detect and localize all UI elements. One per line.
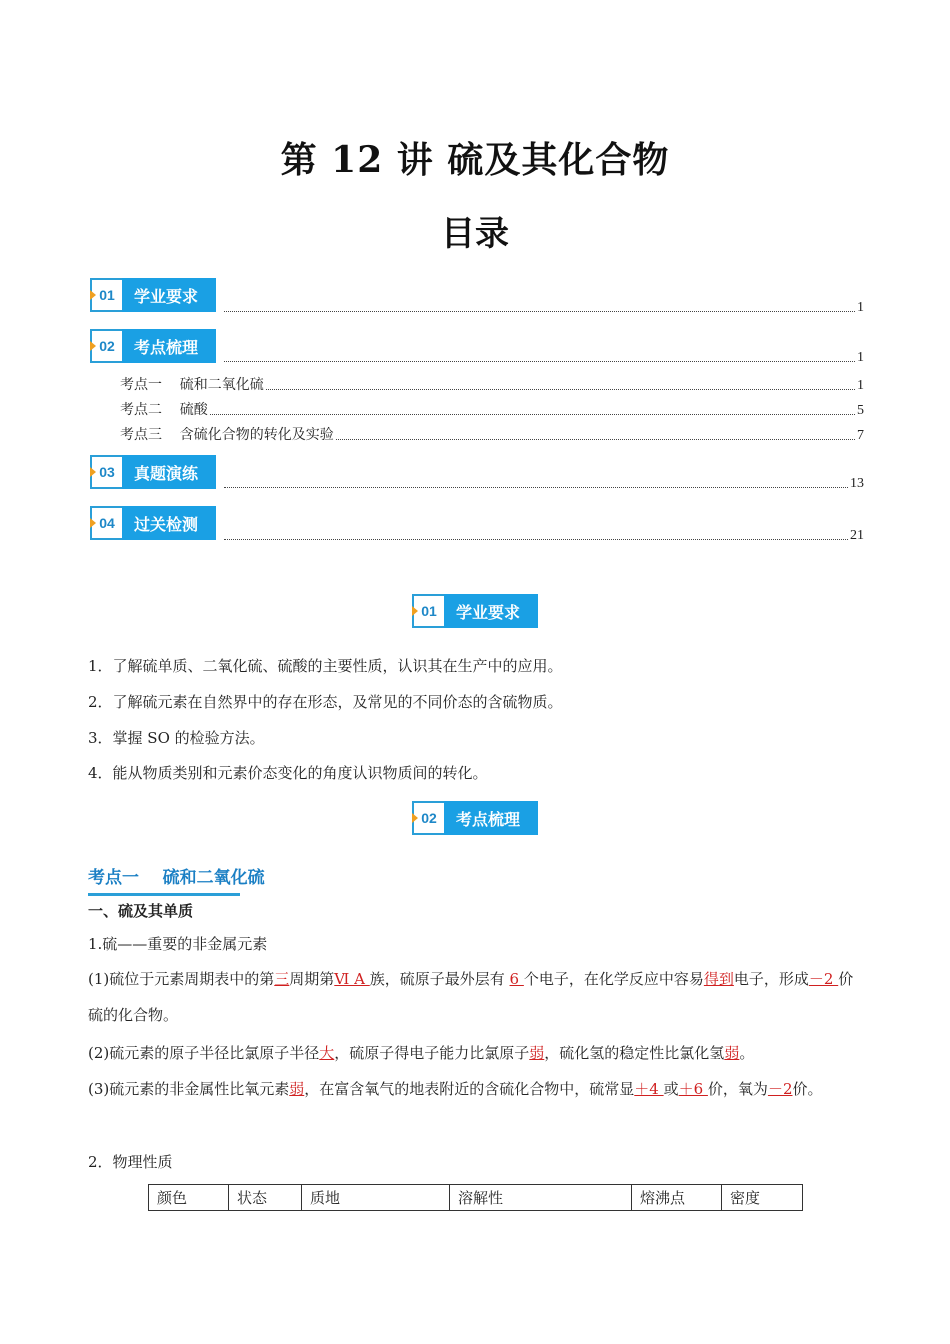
toc-page: 7	[857, 428, 864, 443]
toc-entry-03[interactable]	[222, 476, 864, 492]
text: ，硫原子得电子能力比氯原子	[334, 1044, 530, 1062]
badge-number: 02	[412, 801, 444, 835]
toc-page: 21	[850, 528, 864, 543]
toc-page: 1	[857, 378, 864, 393]
requirement-2: 2．了解硫元素在自然界中的存在形态，及常见的不同价态的含硫物质。	[88, 693, 563, 711]
text: 族，硫原子最外层有	[369, 970, 510, 988]
section-badge-02	[412, 801, 538, 835]
answer-blank: 大	[319, 1044, 335, 1062]
text: 价硫的化合物。	[88, 970, 854, 1024]
toc-item-2[interactable]	[120, 399, 864, 419]
leader-dots	[336, 439, 855, 440]
leader-dots	[224, 311, 855, 312]
answer-blank: ＋4	[634, 1080, 664, 1098]
toc-entry-02[interactable]	[222, 350, 864, 366]
properties-table	[148, 1184, 803, 1211]
toc-item-label: 考点二 硫酸	[120, 402, 208, 418]
badge-label: 考点梳理	[444, 801, 538, 835]
table-header-cell: 颜色	[149, 1185, 229, 1211]
badge-number: 01	[412, 594, 444, 628]
page-title: 第 12 讲 硫及其化合物	[280, 139, 670, 181]
paragraph-1	[88, 961, 868, 1033]
table-header-cell: 熔沸点	[632, 1185, 722, 1211]
answer-blank: 弱	[289, 1080, 305, 1098]
toc-page: 1	[857, 350, 864, 365]
badge-label: 真题演练	[122, 455, 216, 489]
answer-blank: 得到	[703, 970, 734, 988]
leader-dots	[224, 539, 848, 540]
toc-badge-01[interactable]	[90, 278, 216, 312]
paragraph-2	[88, 1035, 868, 1071]
badge-label: 过关检测	[122, 506, 216, 540]
text: ，在富含氧气的地表附近的含硫化合物中，硫常显	[304, 1080, 635, 1098]
subsection-heading: 一、硫及其单质	[88, 902, 194, 920]
requirement-1: 1．了解硫单质、二氧化硫、硫酸的主要性质，认识其在生产中的应用。	[88, 657, 563, 675]
text: ，硫化氢的稳定性比氯化氢	[544, 1044, 725, 1062]
toc-heading: 目录	[441, 214, 509, 254]
toc-entry-01[interactable]	[222, 300, 864, 316]
table-header-cell: 密度	[722, 1185, 803, 1211]
badge-number: 01	[90, 278, 122, 312]
requirement-4: 4．能从物质类别和元素价态变化的角度认识物质间的转化。	[88, 764, 488, 782]
physical-properties-heading: 2．物理性质	[88, 1153, 173, 1171]
text: 周期第	[289, 970, 335, 988]
toc-badge-03[interactable]	[90, 455, 216, 489]
text: 个电子，在化学反应中容易	[523, 970, 704, 988]
toc-item-1[interactable]	[120, 374, 864, 394]
text: 价。	[792, 1080, 823, 1098]
table-header-cell: 溶解性	[450, 1185, 632, 1211]
leader-dots	[224, 487, 848, 488]
badge-label: 学业要求	[122, 278, 216, 312]
toc-item-3[interactable]	[120, 424, 864, 444]
paragraph-3	[88, 1071, 868, 1107]
toc-entry-04[interactable]	[222, 528, 864, 544]
table-header-cell: 状态	[229, 1185, 302, 1211]
toc-page: 5	[857, 403, 864, 418]
leader-dots	[266, 389, 855, 390]
toc-badge-04[interactable]	[90, 506, 216, 540]
badge-number: 03	[90, 455, 122, 489]
answer-blank: －2	[767, 1080, 793, 1098]
heading-underline	[88, 893, 240, 896]
answer-blank: －2	[808, 970, 839, 988]
toc-page: 13	[850, 476, 864, 491]
badge-label: 考点梳理	[122, 329, 216, 363]
table-header-cell: 质地	[302, 1185, 450, 1211]
text: 或	[663, 1080, 679, 1098]
leader-dots	[210, 414, 855, 415]
intro-line: 1.硫——重要的非金属元素	[88, 935, 268, 953]
text: 价，氧为	[707, 1080, 768, 1098]
toc-page: 1	[857, 300, 864, 315]
toc-item-label: 考点一 硫和二氧化硫	[120, 377, 264, 393]
badge-number: 02	[90, 329, 122, 363]
answer-blank: 6	[509, 970, 524, 988]
badge-number: 04	[90, 506, 122, 540]
toc-item-label: 考点三 含硫化合物的转化及实验	[120, 427, 334, 443]
text: (1)硫位于元素周期表中的第	[88, 970, 275, 988]
text: (3)硫元素的非金属性比氧元素	[88, 1080, 290, 1098]
text: (2)硫元素的原子半径比氯原子半径	[88, 1044, 320, 1062]
leader-dots	[224, 361, 855, 362]
text: 电子，形成	[733, 970, 809, 988]
answer-blank: 弱	[529, 1044, 545, 1062]
answer-blank: ＋6	[678, 1080, 708, 1098]
answer-blank: Ⅵ A	[334, 970, 370, 988]
requirement-3: 3．掌握 SO 的检验方法。	[88, 729, 265, 747]
toc-badge-02[interactable]	[90, 329, 216, 363]
badge-label: 学业要求	[444, 594, 538, 628]
text: 。	[739, 1044, 755, 1062]
answer-blank: 三	[274, 970, 290, 988]
table-row	[149, 1185, 803, 1211]
answer-blank: 弱	[724, 1044, 740, 1062]
section-badge-01	[412, 594, 538, 628]
section-heading: 考点一 硫和二氧化硫	[88, 868, 265, 888]
